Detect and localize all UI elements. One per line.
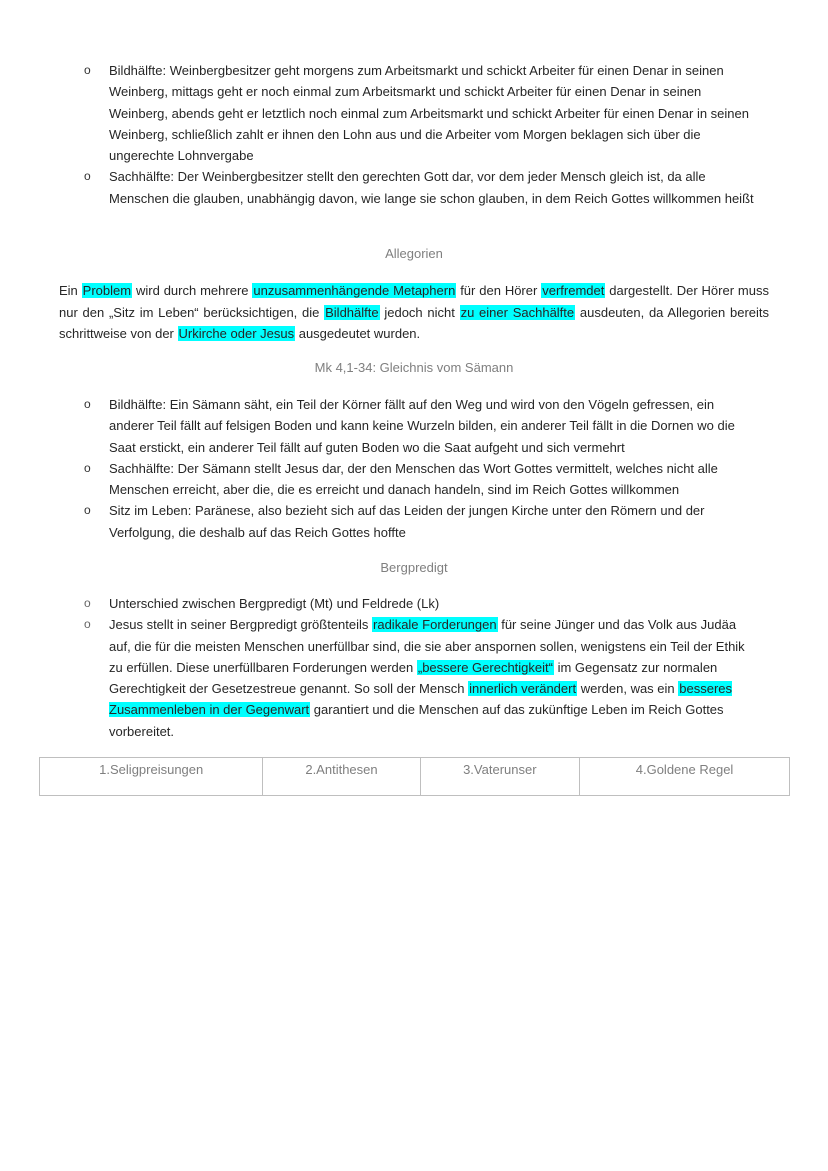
allegorien-paragraph [59,280,769,345]
bullet-marker: o [84,460,91,475]
table-cell-vaterunser: 3.Vaterunser [420,758,580,796]
bergpredigt-table [39,757,790,796]
text-span: dargestellt. Der Hörer muss nur den „Sitz im Leben“ berücksichtigen, die [59,283,769,320]
highlight-besseres-zusammenleben: besseres Zusammenleben in der Gegenwart [109,681,733,718]
heading-allegorien: Allegorien [385,246,443,261]
text-span: ausdeuten, da Allegorien bereits schrittweise von der [59,304,769,342]
list-item [84,593,760,614]
highlight-bessere-gerechtigkeit: „bessere Gerechtigkeit“ [417,659,553,675]
saemann-sitz-im-leben: Sitz im Leben: Paränese, also bezieht sich auf das Leiden der jungen Kirche unter den Römern und der Verfolgung, die deshalb auf das Reich Gottes hoffte [109,503,705,540]
text-span: Ein [59,283,82,298]
text-span: für den Hörer [456,283,542,298]
highlight-innerlich-veraendert: innerlich verändert [469,681,577,697]
bullet-marker: o [84,617,91,632]
highlight-problem: Problem [82,283,132,298]
highlight-radikale-forderungen: radikale Forderungen [373,617,497,633]
highlight-metaphern: unzusammenhängende Metaphern [253,283,456,298]
list-item [84,500,760,543]
bergpredigt-unterschied: Unterschied zwischen Bergpredigt (Mt) und Feldrede (Lk) [109,596,440,611]
text-span: wird durch mehrere [132,283,253,298]
bullet-marker: o [84,397,91,411]
list-item [84,166,760,209]
table-cell-seligpreisungen: 1.Seligpreisungen [40,758,263,796]
heading-saemann: Mk 4,1-34: Gleichnis vom Sämann [314,360,514,375]
highlight-bildhaelfte: Bildhälfte [325,304,379,320]
bullet-marker: o [84,63,91,77]
list-item [84,394,760,458]
list-item [84,60,760,166]
table-row [40,758,790,796]
text-span: werden, was ein [577,681,679,697]
text-span: für seine Jünger und das Volk aus Judäa auf, die für die meisten Menschen unerfüllbar sind, die sie aber anspornen sollen, wenigstens ein Teil der Ethik zu erfüllen. Diese unerfüllbaren Forderungen werden [109,617,745,675]
bergpredigt-bullet-list [84,593,760,742]
list-item [84,458,760,501]
highlight-sachhaelfte: zu einer Sachhälfte [460,304,575,320]
bullet-marker: o [84,169,91,184]
text-span: garantiert und die Menschen auf das zukünftige Leben im Reich Gottes vorbereitet. [109,702,724,739]
weinberg-bildhaelfte: Bildhälfte: Weinbergbesitzer geht morgens zum Arbeitsmarkt und schickt Arbeiter für einen Denar in seinen Weinberg, mittags geht er noch einmal zum Arbeitsmarkt und schickt Arbeiter für einen Denar in seinen Weinberg, abends geht er letztlich noch einmal zum Arbeitsmarkt und schickt Arbeiter für einen Denar in seinen Weinberg, schließlich zahlt er ihnen den Lohn aus und die Arbeiter vom Morgen beklagen sich über die ungerechte Lohnvergabe [109,63,749,164]
bullet-marker: o [84,503,91,518]
highlight-urkirche: Urkirche oder Jesus [178,326,295,342]
table-cell-goldene-regel: 4.Goldene Regel [580,758,790,796]
saemann-bildhaelfte: Bildhälfte: Ein Sämann säht, ein Teil der Körner fällt auf den Weg und wird von den Vögeln gefressen, ein anderer Teil fällt auf felsigen Boden und kann keine Wurzeln bilden, ein anderer Teil fällt in die Dornen wo die Saat erstickt, ein anderer Teil fällt auf guten Boden wo die Saat aufgeht und sich vermehrt [109,397,735,455]
saemann-sachhaelfte: Sachhälfte: Der Sämann stellt Jesus dar, der den Menschen das Wort Gottes vermittelt, welches nicht alle Menschen erreicht, aber die, die es erreicht und danach handeln, sind im Reich Gottes willkommen [109,460,718,498]
weinberg-bullet-list [84,60,760,209]
table-cell-antithesen: 2.Antithesen [263,758,420,796]
weinberg-sachhaelfte: Sachhälfte: Der Weinbergbesitzer stellt den gerechten Gott dar, vor dem jeder Mensch gleich ist, da alle Menschen die glauben, unabhängig davon, wie lange sie schon glauben, in dem Reich Gottes willkommen heißt [109,169,754,206]
bergpredigt-forderungen [109,617,745,738]
text-span: jedoch nicht [379,304,460,320]
text-span: ausgedeutet wurden. [295,326,421,342]
list-item [84,614,760,742]
highlight-verfremdet: verfremdet [542,283,605,298]
text-span: im Gegensatz zur normalen Gerechtigkeit der Gesetzestreue genannt. So soll der Mensch [109,659,718,697]
heading-bergpredigt: Bergpredigt [380,560,448,575]
saemann-bullet-list [84,394,760,543]
bullet-marker: o [84,596,91,610]
text-span: Jesus stellt in seiner Bergpredigt größtenteils [109,617,373,633]
